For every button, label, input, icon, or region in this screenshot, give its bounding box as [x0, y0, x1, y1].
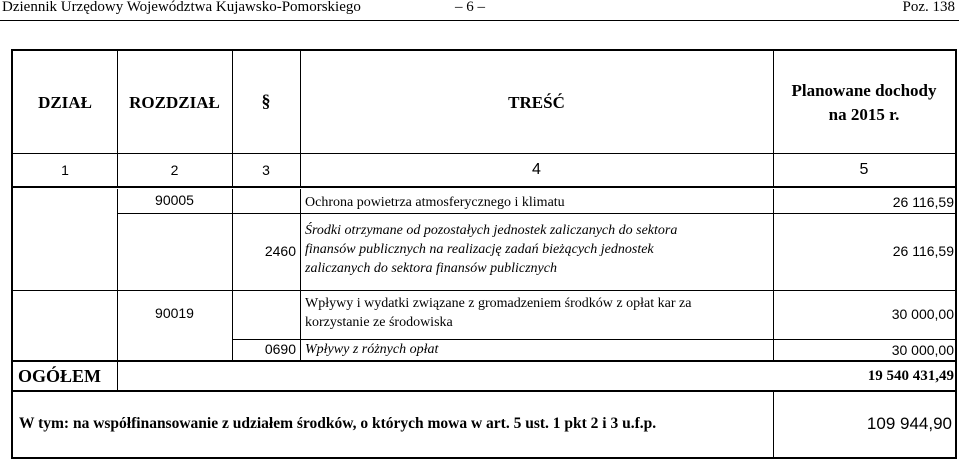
row-divider-1: [117, 213, 957, 214]
page-header: [0, 0, 959, 21]
row2-tresc-line2: finansów publicznych na realizację zadań bieżących jednostek: [305, 242, 654, 257]
row3-rozdzial: 90019: [155, 305, 194, 321]
header-dzial: DZIAŁ: [38, 93, 92, 112]
row1-rozdzial: 90005: [155, 192, 194, 208]
total-value: 19 540 431,49: [867, 368, 954, 384]
row2-paragraf: 2460: [264, 243, 296, 259]
header-paragraf: §: [261, 91, 271, 111]
row3-kwota: 30 000,00: [891, 306, 954, 322]
column-number-4: 4: [532, 161, 541, 178]
row3-tresc-line2: korzystanie ze środowiska: [305, 315, 453, 330]
row2-tresc-line3: zaliczanych do sektora finansów publicznych: [305, 261, 557, 276]
page-number: – 6 –: [455, 0, 485, 15]
header-planowane-line2: na 2015 r.: [828, 105, 900, 124]
row4-paragraf: 0690: [264, 341, 296, 357]
footer-divider: [773, 392, 774, 457]
footer-label: W tym: na współfinansowanie z udziałem środków, o których mowa w art. 5 ust. 1 pkt 2 i 3 u.f.p.: [19, 415, 657, 432]
data-col-divider-1: [117, 189, 118, 360]
row2-kwota: 26 116,59: [892, 243, 954, 259]
total-top-line: [11, 360, 957, 362]
data-col-divider-2: [232, 189, 233, 360]
header-divider: [11, 153, 957, 154]
row4-tresc: Wpływy z różnych opłat: [305, 342, 439, 357]
column-number-3: 3: [262, 162, 270, 178]
position-number: Poz. 138: [902, 0, 955, 15]
data-col-divider-3: [300, 189, 301, 360]
total-bottom-line: [11, 390, 957, 392]
total-label: OGÓŁEM: [18, 366, 102, 386]
row2-tresc-line1: Środki otrzymane od pozostałych jednostek zaliczanych do sektora: [305, 223, 678, 238]
column-number-1: 1: [61, 162, 69, 178]
row1-tresc: Ochrona powietrza atmosferycznego i klimatu: [305, 195, 565, 210]
column-number-2: 2: [170, 162, 179, 178]
row4-kwota: 30 000,00: [891, 342, 954, 358]
column-number-5: 5: [859, 161, 869, 178]
header-tresc: TREŚĆ: [508, 93, 565, 112]
row-divider-2: [11, 290, 957, 291]
column-numbers-divider: [11, 186, 957, 188]
publication-title: Dziennik Urzędowy Województwa Kujawsko-Pomorskiego: [2, 0, 361, 15]
header-rozdzial: ROZDZIAŁ: [129, 93, 220, 112]
header-planowane-line1: Planowane dochody: [791, 81, 937, 100]
row3-tresc-line1: Wpływy i wydatki związane z gromadzeniem środków z opłat kar za: [305, 296, 692, 311]
data-col-divider-4: [773, 189, 774, 360]
row1-kwota: 26 116,59: [892, 194, 954, 210]
footer-value: 109 944,90: [866, 414, 952, 433]
